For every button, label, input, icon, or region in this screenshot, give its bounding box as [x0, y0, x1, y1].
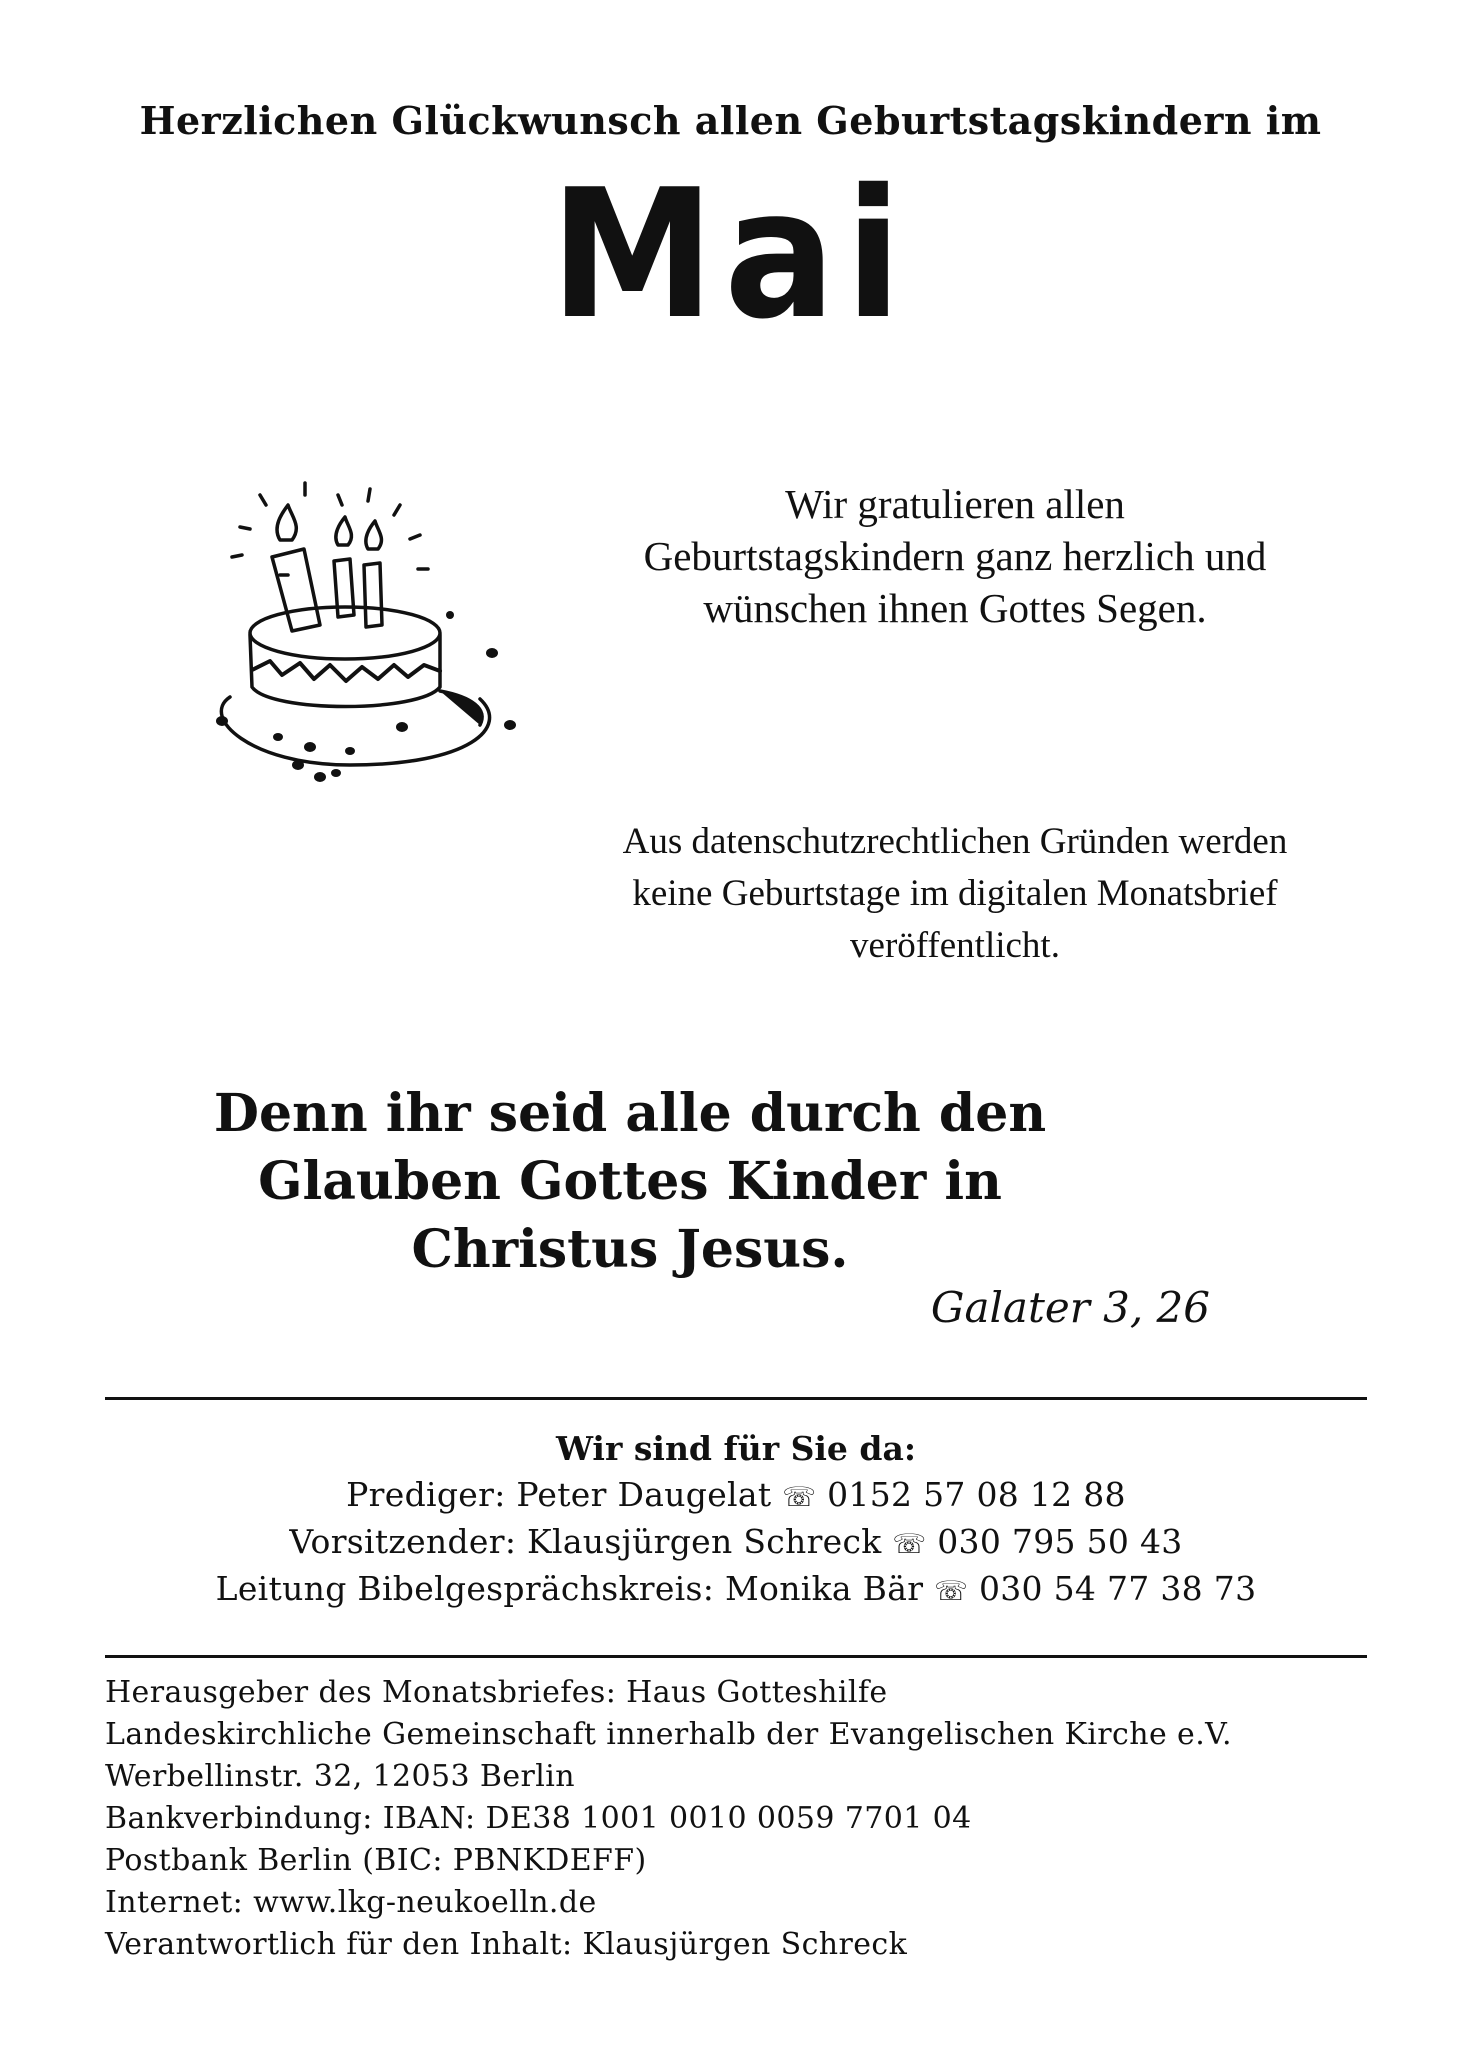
contacts-section	[105, 1425, 1367, 1614]
imprint-bic: Postbank Berlin (BIC: PBNKDEFF)	[105, 1843, 647, 1878]
greeting-line: wünschen ihnen Gottes Segen.	[703, 585, 1207, 631]
month-title: Mai	[549, 151, 912, 358]
verse-line: Denn ihr seid alle durch den	[213, 1083, 1047, 1144]
contact-phone: 0152 57 08 12 88	[827, 1475, 1126, 1514]
verse-line: Glauben Gottes Kinder in	[258, 1151, 1002, 1212]
imprint-website: Internet: www.lkg-neukoelln.de	[105, 1885, 597, 1920]
divider	[105, 1397, 1367, 1400]
bible-verse	[200, 1080, 1060, 1284]
greeting-line: Wir gratulieren allen	[785, 481, 1125, 527]
phone-icon: ☏	[782, 1482, 817, 1513]
divider	[105, 1655, 1367, 1658]
privacy-notice	[545, 816, 1365, 972]
imprint-responsible: Verantwortlich für den Inhalt: Klausjürgen Schreck	[105, 1927, 908, 1962]
imprint-publisher: Herausgeber des Monatsbriefes: Haus Gotteshilfe	[105, 1675, 888, 1710]
greeting-text	[545, 478, 1365, 634]
contact-line	[105, 1567, 1367, 1614]
contact-role: Vorsitzender: Klausjürgen Schreck	[289, 1522, 882, 1561]
phone-icon: ☏	[892, 1529, 927, 1560]
phone-icon: ☏	[934, 1576, 969, 1607]
privacy-line: Aus datenschutzrechtlichen Gründen werden	[622, 821, 1288, 862]
contacts-title: Wir sind für Sie da:	[555, 1429, 917, 1468]
privacy-line: keine Geburtstage im digitalen Monatsbrief	[632, 873, 1278, 914]
page-heading: Herzlichen Glückwunsch allen Geburtstagskindern im	[139, 98, 1322, 143]
verse-line: Christus Jesus.	[411, 1219, 849, 1280]
contact-role: Leitung Bibelgesprächskreis: Monika Bär	[215, 1569, 924, 1608]
privacy-line: veröffentlicht.	[850, 925, 1060, 966]
birthday-cake-icon	[210, 465, 530, 795]
imprint-address: Werbellinstr. 32, 12053 Berlin	[105, 1759, 575, 1794]
imprint-bank: Bankverbindung: IBAN: DE38 1001 0010 0059 7701 04	[105, 1801, 972, 1836]
imprint-organization: Landeskirchliche Gemeinschaft innerhalb der Evangelischen Kirche e.V.	[105, 1717, 1232, 1752]
contact-role: Prediger: Peter Daugelat	[346, 1475, 772, 1514]
contact-phone: 030 54 77 38 73	[978, 1569, 1257, 1608]
contact-line	[105, 1473, 1367, 1520]
contact-phone: 030 795 50 43	[937, 1522, 1183, 1561]
contact-line	[105, 1520, 1367, 1567]
verse-reference: Galater 3, 26	[930, 1283, 1210, 1332]
imprint-section	[105, 1672, 1367, 1966]
greeting-line: Geburtstagskindern ganz herzlich und	[643, 533, 1267, 579]
